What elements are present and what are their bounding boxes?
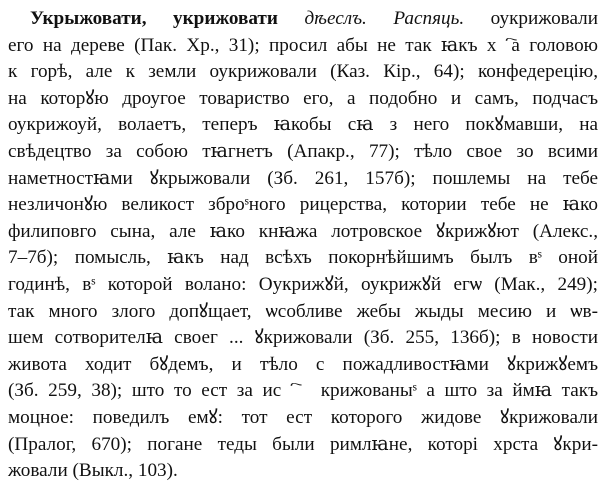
entry-line-7: наметностꙗми ꙋкрыжовали (Зб. 261, 157б); пошлемы на тебе [8, 167, 598, 189]
entry-line-11: годинѣ, вˢ которой волано: Оукрижꙋй, оукрижꙋй егѡ (Мак., 249); [8, 273, 598, 295]
entry-line-18: жовали (Выкл., 103). [8, 460, 178, 482]
entry-line-3: к горѣ, але к земли оукрижовали (Каз. Кір., 64); конфедерецію, [8, 61, 598, 83]
entry-line-12: так много злого допꙋщает, ѡсобливе жебы жыды месию и ѡв- [8, 300, 598, 322]
entry-line-15: (Зб. 259, 38); што то ест за исⷭ҇ ꙋкрижованыˢ а што за ймꙗ такъ [8, 380, 598, 402]
entry-line-5: оукрижоуй, волаетъ, теперъ ꙗкобы сꙗ з него покꙋмавши, на [8, 114, 598, 136]
gloss: Распяць. [393, 8, 465, 29]
entry-line-16: моцное: поведилъ емꙋ: тот ест которого жидове ꙋкрижовали [8, 406, 598, 428]
entry-line-8: незличонꙋю великост зброˢного рицерства, котории тебе не ꙗко [8, 194, 598, 216]
entry-line-10: 7–7б); помысль, ꙗкъ над всѣхъ покорнѣйшимъ былъ вˢ оной [8, 247, 598, 269]
entry-line-2: его на дереве (Пак. Хр., 31); просил абы не так ꙗкъ хⷭ҇а головою [8, 34, 598, 56]
entry-line-6: свѣдецтво за собою тꙗгнетъ (Апакр., 77); тѣло свое зо всими [8, 140, 598, 162]
entry-line-14: живота ходит бꙋдемъ, и тѣло с пожадливостꙗми ꙋкрижꙋемъ [8, 353, 598, 375]
entry-line-17: (Пралог, 670); погане теды были римлꙗне, которі хрста ꙋкри- [8, 433, 598, 455]
grammar-label: дѣеслъ. [304, 8, 367, 29]
entry-line-9: филиповго сына, але ꙗко кнꙗжа лотровское ꙋкрижꙋют (Алекс., [8, 220, 598, 242]
entry-line-13: шем сотворителꙗ своег ... ꙋкрижовали (Зб. 255, 136б); в новости [8, 327, 598, 349]
entry-line-1 [8, 6, 598, 33]
entry-line-4: на которꙋю дроугое товариство его, а подобно и самъ, подчасъ [8, 87, 598, 109]
headword: Укрыжовати, укрижовати [30, 8, 278, 29]
entry-text: оукрижовали [490, 8, 599, 29]
